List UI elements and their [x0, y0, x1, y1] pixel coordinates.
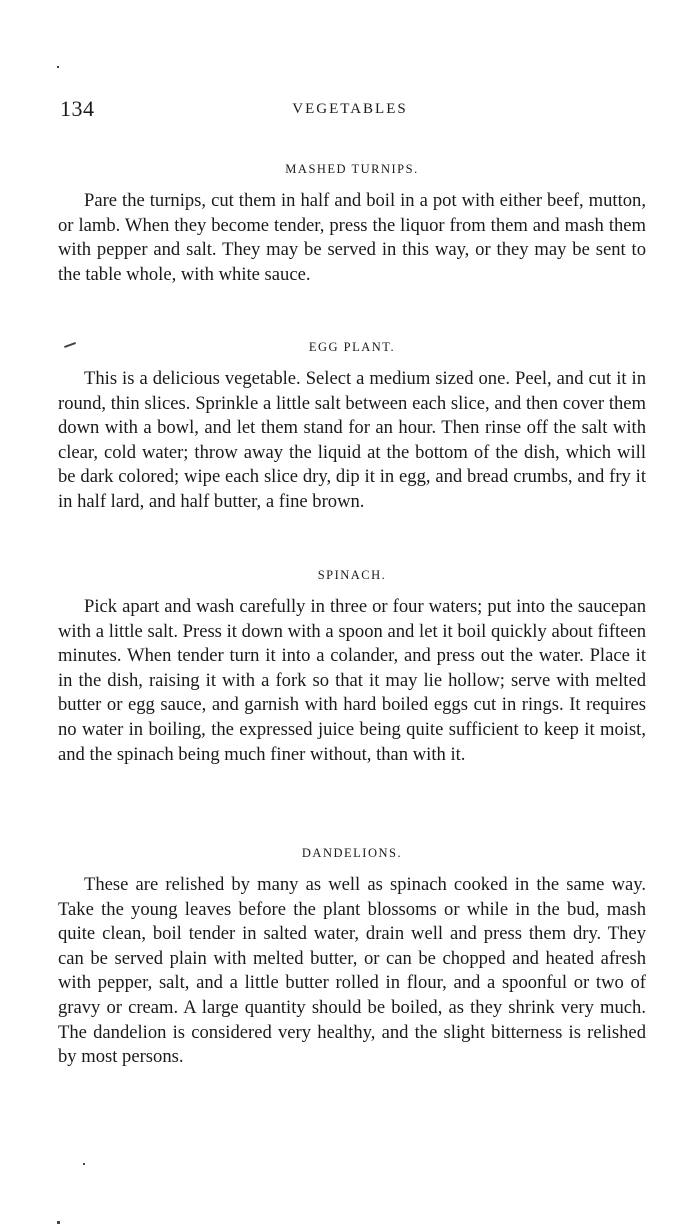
recipe-text: This is a delicious vegetable. Select a medium sized one. Peel, and cut it in round, thin slices. Sprinkle a little salt between each slice, and then cover them down with a bowl, and let them stand for an hour. Then rinse off the salt with clear, cold water; throw away the liquid at the bottom of the dish, which will be dark colored; wipe each slice dry, dip it in egg, and bread crumbs, and fry it in half lard, and half butter, a fine brown. [58, 368, 646, 512]
running-head: VEGETABLES [292, 101, 408, 117]
recipe-mashed-turnips [58, 162, 646, 287]
recipe-title: EGG PLANT. [308, 340, 396, 354]
recipe-title: DANDELIONS. [301, 846, 403, 860]
recipe-text: Pick apart and wash carefully in three or four waters; put into the saucepan with a little salt. Press it down with a spoon and let it boil quickly about fifteen minutes. When tender turn it into a colander, and press out the water. Place it in the dish, raising it with a fork so that it may lie hollow; serve with melted butter or egg sauce, and garnish with hard boiled eggs cut in rings. It requires no water in boiling, the expressed juice being quite sufficient to keep it moist, and the spinach being much finer without, than with it. [58, 596, 646, 765]
recipe-title: SPINACH. [317, 568, 387, 582]
recipe-text: Pare the turnips, cut them in half and boil in a pot with either beef, mutton, or lamb. When they become tender, press the liquor from them and mash them with pepper and salt. They may be served in this way, or they may be sent to the table whole, with white sauce. [58, 190, 646, 285]
recipe-egg-plant [58, 340, 646, 515]
speck-mark [83, 1163, 85, 1165]
recipe-dandelions [58, 846, 646, 1070]
recipe-spinach [58, 568, 646, 767]
recipe-title: MASHED TURNIPS. [285, 162, 419, 176]
speck-mark [57, 66, 59, 68]
page-number: 134 [60, 96, 95, 121]
recipe-text: These are relished by many as well as spinach cooked in the same way. Take the young leaves before the plant blossoms or while in the bud, mash quite clean, boil tender in salted water, drain well and press them dry. They can be served plain with melted butter, or can be chopped and heated afresh with pepper, salt, and a little butter rolled in flour, and a spoonful or two of gravy or cream. A large quantity should be boiled, as they shrink very much. The dandelion is considered very healthy, and the slight bitterness is relished by most persons. [58, 874, 646, 1068]
speck-mark [57, 1221, 60, 1224]
